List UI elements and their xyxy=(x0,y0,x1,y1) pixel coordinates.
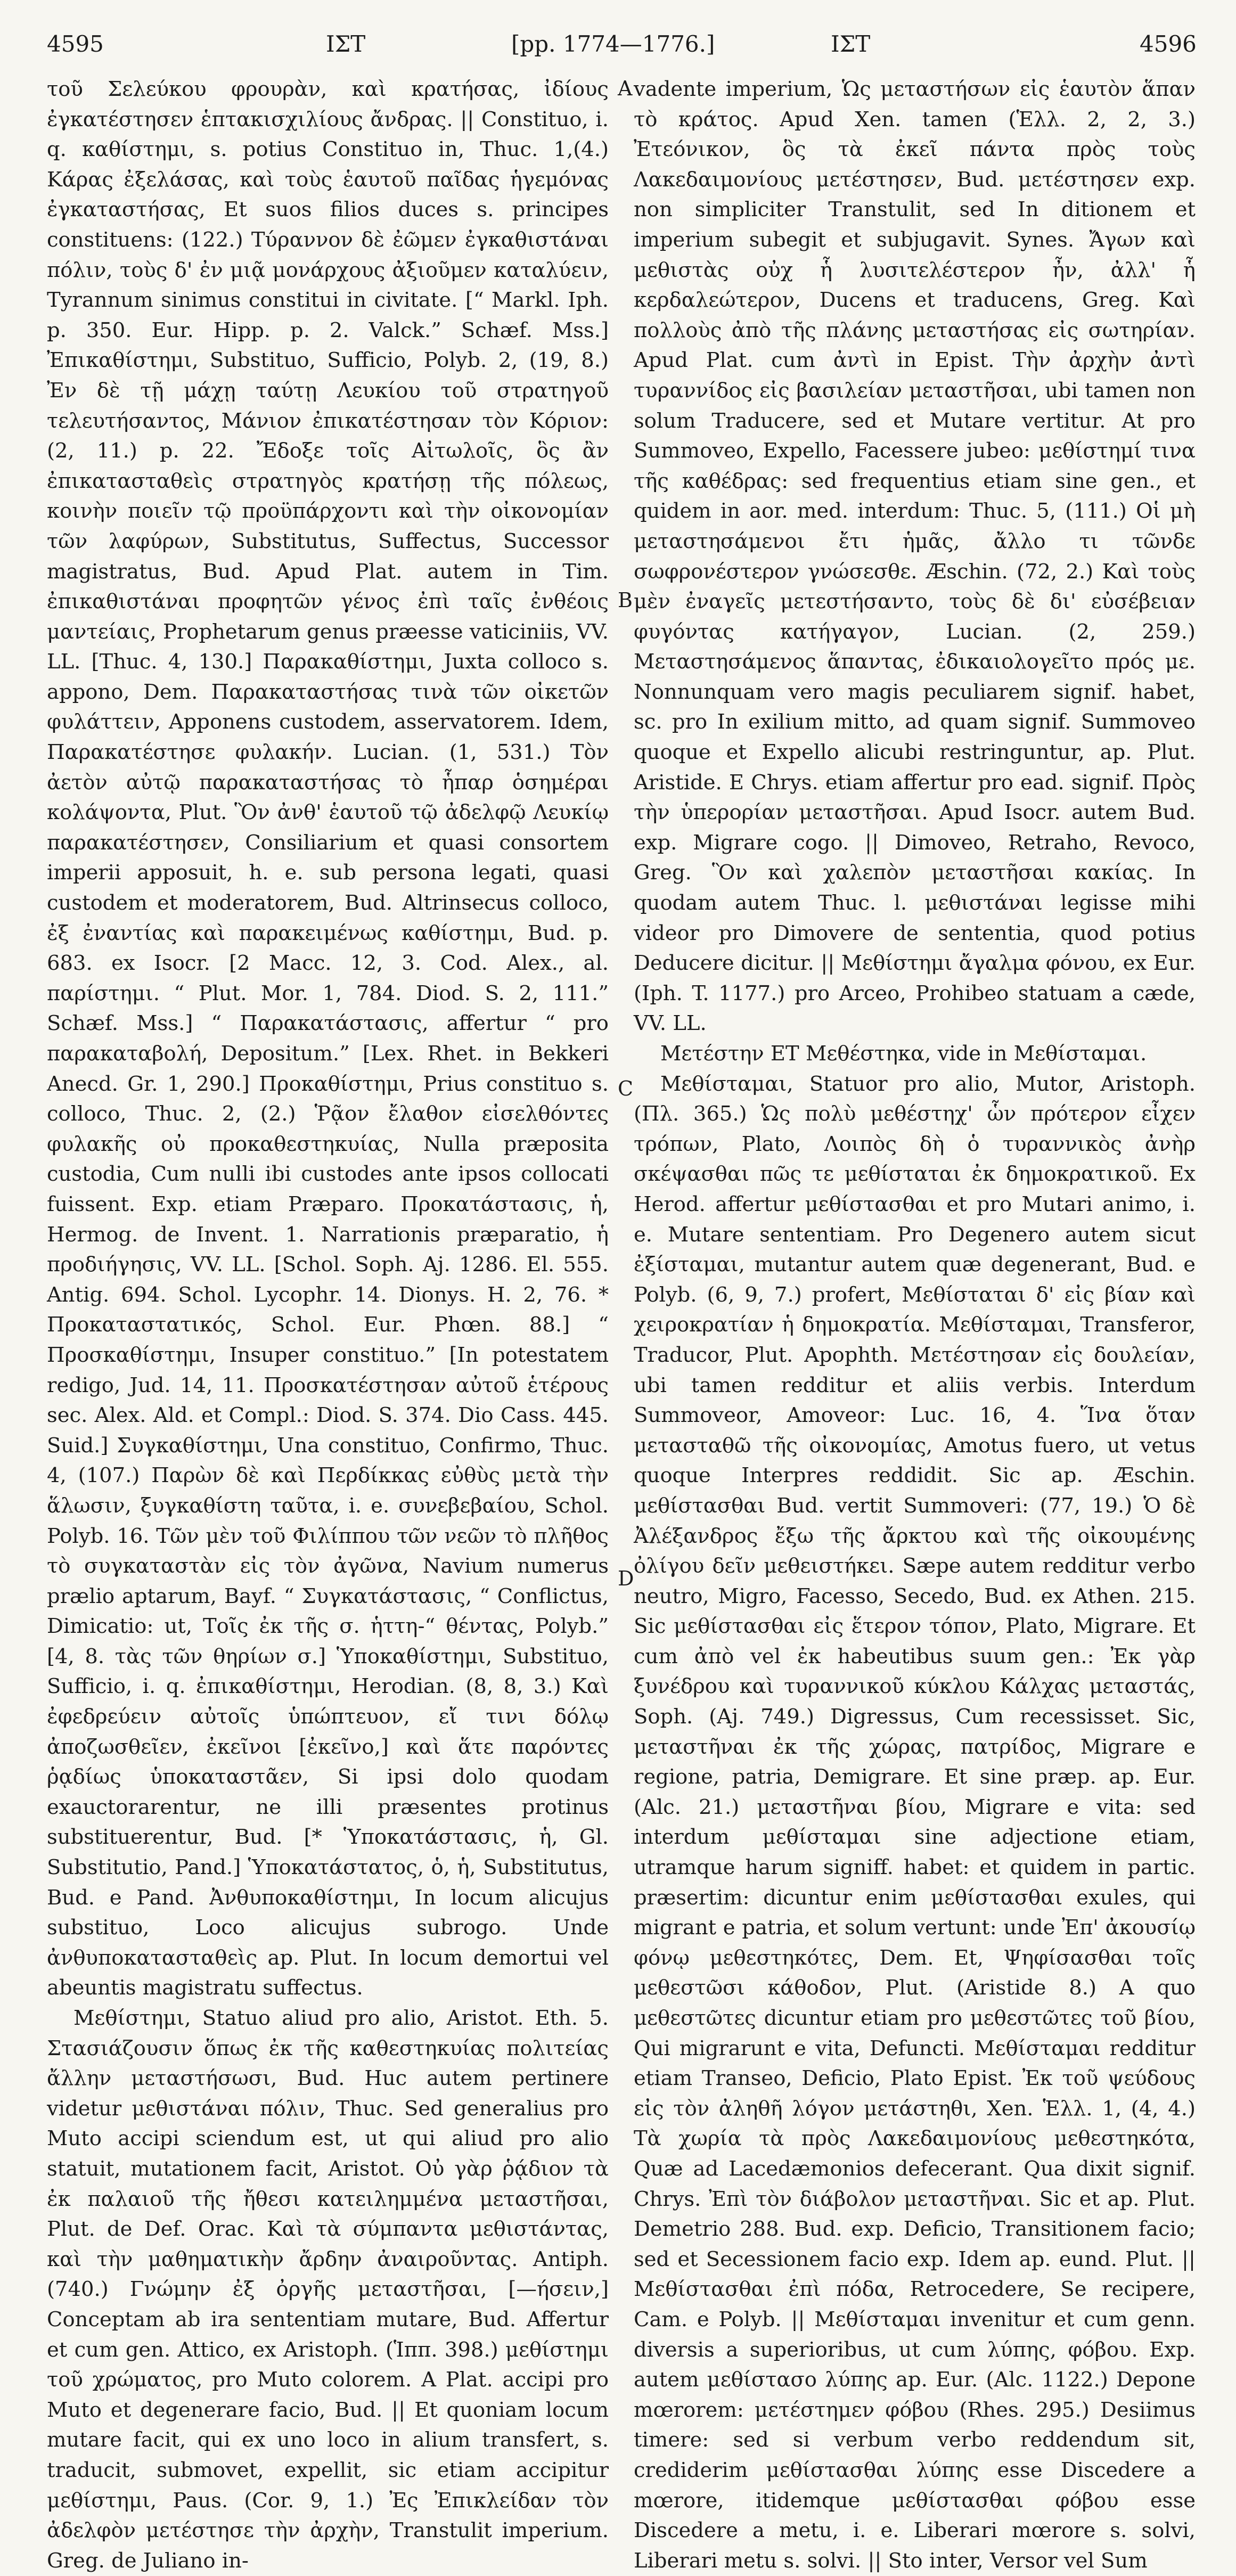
margin-marker-a: A xyxy=(618,77,633,100)
page-header xyxy=(0,31,1236,63)
margin-marker-d: D xyxy=(618,1567,634,1590)
right-headword: ΙΣΤ xyxy=(831,31,871,57)
left-paragraph: τοῦ Σελεύκου φρουρὰν, καὶ κρατήσας, ἰδίους ἐγκατέστησεν ἑπτακισχιλίους ἄνδρας. || Constituo, i. q. καθίστημι, s. potius Constituo in, Thuc. 1,(4.) Κάρας ἐξελάσας, καὶ τοὺς ἑαυτοῦ παῖδας ἡγεμόνας ἐγκαταστήσας, Et suos filios duces s. principes constituens: (122.) Τύραννον δὲ ἐῶμεν ἐγκαθιστάναι πόλιν, τοὺς δ' ἐν μιᾷ μονάρχους ἀξιοῦμεν καταλύειν, Tyrannum sinimus constitui in civitate. [“ Markl. Iph. p. 350. Eur. Hipp. p. 2. Valck.” Schæf. Mss.] Ἐπικαθίστημι, Substituo, Sufficio, Polyb. 2, (19, 8.) Ἐν δὲ τῇ μάχῃ ταύτῃ Λευκίου τοῦ στρατηγοῦ τελευτήσαντος, Μάνιον ἐπικατέστησαν τὸν Κόριον: (2, 11.) p. 22. Ἔδοξε τοῖς Αἰτωλοῖς, ὃς ἂν ἐπικατασταθεὶς στρατηγὸς κρατήσῃ τῆς πόλεως, κοινὴν ποιεῖν τῷ προϋπάρχοντι καὶ τὴν οἰκονομίαν τῶν λαφύρων, Substitutus, Suffectus, Successor magistratus, Bud. Apud Plat. autem in Tim. ἐπικαθιστάναι προφητῶν γένος ἐπὶ ταῖς ἐνθέοις μαντείαις, Prophetarum genus præesse vaticiniis, VV. LL. [Thuc. 4, 130.] Παρακαθίστημι, Juxta colloco s. appono, Dem. Παρακαταστήσας τινὰ τῶν οἰκετῶν φυλάττειν, Apponens custodem, asservatorem. Idem, Παρακατέστησε φυλακήν. Lucian. (1, 531.) Τὸν ἀετὸν αὐτῷ παρακαταστήσας τὸ ἧπαρ ὁσημέραι κολάψοντα, Plut. Ὃν ἀνθ' ἑαυτοῦ τῷ ἀδελφῷ Λευκίῳ παρακατέστησεν, Consiliarium et quasi consortem imperii apposuit, h. e. sub persona legati, quasi custodem et moderatorem, Bud. Altrinsecus colloco, ἐξ ἐναντίας καὶ παρακειμένως καθίστημι, Bud. p. 683. ex Isocr. [2 Macc. 12, 3. Cod. Alex., al. παρίστημι. “ Plut. Mor. 1, 784. Diod. S. 2, 111.” Schæf. Mss.] “ Παρακατάστασις, affertur “ pro παρακαταβολή, Depositum.” [Lex. Rhet. in Bekkeri Anecd. Gr. 1, 290.] Προκαθίστημι, Prius constituo s. colloco, Thuc. 2, (2.) Ῥᾷον ἔλαθον εἰσελθόντες φυλακῆς οὐ προκαθεστηκυίας, Nulla præposita custodia, Cum nulli ibi custodes ante ipsos collocati fuissent. Exp. etiam Præparo. Προκατάστασις, ἡ, Hermog. de Invent. 1. Narrationis præparatio, ἡ προδιήγησις, VV. LL. [Schol. Soph. Aj. 1286. El. 555. Antig. 694. Schol. Lycophr. 14. Dionys. H. 2, 76. * Προκαταστατικός, Schol. Eur. Phœn. 88.] “ Προσκαθίστημι, Insuper constituo.” [In potestatem redigo, Jud. 14, 11. Προσκατέστησαν αὐτοῦ ἑτέρους sec. Alex. Ald. et Compl.: Diod. S. 374. Dio Cass. 445. Suid.] Συγκαθίστημι, Una constituo, Confirmo, Thuc. 4, (107.) Παρὼν δὲ καὶ Περδίκκας εὐθὺς μετὰ τὴν ἅλωσιν, ξυγκαθίστη ταῦτα, i. e. συνεβεβαίου, Schol. Polyb. 16. Τῶν μὲν τοῦ Φιλίππου τῶν νεῶν τὸ πλῆθος τὸ συγκαταστὰν εἰς τὸν ἀγῶνα, Navium numerus prælio aptarum, Bayf. “ Συγκατάστασις, “ Conflictus, Dimicatio: ut, Τοῖς ἐκ τῆς σ. ἡττη-“ θέντας, Polyb.” [4, 8. τὰς τῶν θηρίων σ.] Ὑποκαθίστημι, Substituo, Sufficio, i. q. ἐπικαθίστημι, Herodian. (8, 8, 3.) Καὶ ἐφεδρεύειν αὐτοῖς ὑπώπτευον, εἴ τινι δόλῳ ἀποζωσθεῖεν, ἐκεῖνοι [ἐκεῖνο,] καὶ ἅτε παρόντες ῥᾳδίως ὑποκαταστᾶεν, Si ipsi dolo quodam exauctorarentur, ne illi præsentes protinus substituerentur, Bud. [* Ὑποκατάστασις, ἡ, Gl. Substitutio, Pand.] Ὑποκατάστατος, ὁ, ἡ, Substitutus, Bud. e Pand. Ἀνθυποκαθίστημι, In locum alicujus substituo, Loco alicujus subrogo. Unde ἀνθυποκατασταθεὶς ap. Plut. In locum demortui vel abeuntis magistratu suffectus. xyxy=(47,77,609,2000)
left-column xyxy=(47,75,609,2573)
left-headword: ΙΣΤ xyxy=(326,31,366,57)
right-paragraph: vadente imperium, Ὡς μεταστήσων εἰς ἑαυτὸν ἅπαν τὸ κράτος. Apud Xen. tamen (Ἑλλ. 2, 2, 3.) Ἐτεόνικον, ὃς τὰ ἐκεῖ πάντα πρὸς τοὺς Λακεδαιμονίους μετέστησεν, Bud. μετέστησεν exp. non simpliciter Transtulit, sed In ditionem et imperium subegit et subjugavit. Synes. Ἄγων καὶ μεθιστὰς οὐχ ἧ λυσιτελέστερον ἦν, ἀλλ' ἧ κερδαλεώτερον, Ducens et traducens, Greg. Καὶ πολλοὺς ἀπὸ τῆς πλάνης μεταστήσας εἰς σωτηρίαν. Apud Plat. cum ἀντὶ in Epist. Τὴν ἀρχὴν ἀντὶ τυραννίδος εἰς βασιλείαν μεταστῆσαι, ubi tamen non solum Traducere, sed et Mutare vertitur. At pro Summoveo, Expello, Facessere jubeo: μεθίστημί τινα τῆς καθέδρας: sed frequentius etiam sine gen., et quidem in aor. med. interdum: Thuc. 5, (111.) Οἱ μὴ μεταστησάμενοι ἔτι ἡμᾶς, ἄλλο τι τῶνδε σωφρονέστερον γνώσεσθε. Æschin. (72, 2.) Καὶ τοὺς μὲν ἐναγεῖς μετεστήσαντο, τοὺς δὲ δι' εὐσέβειαν φυγόντας κατήγαγον, Lucian. (2, 259.) Μεταστησάμενος ἅπαντας, ἐδικαιολογεῖτο πρός με. Nonnunquam vero magis peculiarem signif. habet, sc. pro In exilium mitto, ad quam signif. Summoveo quoque et Expello alicubi restringuntur, ap. Plut. Aristide. E Chrys. etiam affertur pro ead. signif. Πρὸς τὴν ὑπερορίαν μεταστῆσαι. Apud Isocr. autem Bud. exp. Migrare cogo. || Dimoveo, Retraho, Revoco, Greg. Ὃν καὶ χαλεπὸν μεταστῆσαι κακίας. In quodam autem Thuc. l. μεθιστάναι legisse mihi videor pro Dimovere de sententia, quod potius Deducere dicitur. || Μεθίστημι ἄγαλμα φόνου, ex Eur. (Iph. T. 1177.) pro Arceo, Prohibeo statuam a cæde, VV. LL. xyxy=(634,77,1196,1036)
right-paragraph: Μετέστην ET Μεθέστηκα, vide in Μεθίσταμαι. xyxy=(660,1042,1147,1066)
right-column xyxy=(634,75,1196,2573)
right-paragraph: Μεθίσταμαι, Statuor pro alio, Mutor, Aristoph. (Πλ. 365.) Ὡς πολὺ μεθέστηχ' ὧν πρότερον εἶχεν τρόπων, Plato, Λοιπὸς δὴ ὁ τυραννικὸς ἀνὴρ σκέψασθαι πῶς τε μεθίσταται ἐκ δημοκρατικοῦ. Ex Herod. affertur μεθίστασθαι et pro Mutari animo, i. e. Mutare sententiam. Pro Degenero autem sicut ἐξίσταμαι, mutantur autem quæ degenerant, Bud. e Polyb. (6, 9, 7.) profert, Μεθίσταται δ' εἰς βίαν καὶ χειροκρατίαν ἡ δημοκρατία. Μεθίσταμαι, Transferor, Traducor, Plut. Apophth. Μετέστησαν εἰς δουλείαν, ubi tamen redditur et aliis verbis. Interdum Summoveor, Amoveor: Luc. 16, 4. Ἵνα ὅταν μετασταθῶ τῆς οἰκονομίας, Amotus fuero, ut vetus quoque Interpres reddidit. Sic ap. Æschin. μεθίστασθαι Bud. vertit Summoveri: (77, 19.) Ὁ δὲ Ἀλέξανδρος ἔξω τῆς ἄρκτου καὶ τῆς οἰκουμένης ὀλίγου δεῖν μεθειστήκει. Sæpe autem redditur verbo neutro, Migro, Facesso, Secedo, Bud. ex Athen. 215. Sic μεθίστασθαι εἰς ἕτερον τόπον, Plato, Migrare. Et cum ἀπὸ vel ἐκ habeutibus suum gen.: Ἐκ γὰρ ξυνέδρου καὶ τυραννικοῦ κύκλου Κάλχας μεταστάς, Soph. (Aj. 749.) Digressus, Cum recessisset. Sic, μεταστῆναι ἐκ τῆς χώρας, πατρίδος, Migrare e regione, patria, Demigrare. Et sine præp. ap. Eur. (Alc. 21.) μεταστῆναι βίου, Migrare e vita: sed interdum μεθίσταμαι sine adjectione etiam, utramque harum signiff. habet: et quidem in partic. præsertim: dicuntur enim μεθίστασθαι exules, qui migrant e patria, et solum vertunt: unde Ἐπ' ἀκουσίῳ φόνῳ μεθεστηκότες, Dem. Et, Ψηφίσασθαι τοῖς μεθεστῶσι κάθοδον, Plut. (Aristide 8.) A quo μεθεστῶτες dicuntur etiam pro μεθεστῶτες τοῦ βίου, Qui migrarunt e vita, Defuncti. Μεθίσταμαι redditur etiam Transeo, Deficio, Plato Epist. Ἐκ τοῦ ψεύδους εἰς τὸν ἀληθῆ λόγον μετάστηθι, Xen. Ἑλλ. 1, (4, 4.) Τὰ χωρία τὰ πρὸς Λακεδαιμονίους μεθεστηκότα, Quæ ad Lacedæmonios defecerant. Qua dixit signif. Chrys. Ἐπὶ τὸν διάβολον μεταστῆναι. Sic et ap. Plut. Demetrio 288. Bud. exp. Deficio, Transitionem facio; sed et Secessionem facio exp. Idem ap. eund. Plut. || Μεθίστασθαι ἐπὶ πόδα, Retrocedere, Se recipere, Cam. e Polyb. || Μεθίσταμαι invenitur et cum genn. diversis a superioribus, ut cum λύπης, φόβου. Exp. autem μεθίστασο λύπης ap. Eur. (Alc. 1122.) Depone mœrorem: μετέστημεν φόβου (Rhes. 295.) Desiimus timere: sed si verbum verbo reddendum sit, crediderim μεθίστασθαι λύπης esse Discedere a mœrore, itidemque μεθίστασθαι φόβου esse Discedere a metu, i. e. Liberari mœrore s. solvi, Liberari metu s. solvi. || Sto inter, Versor vel Sum xyxy=(634,1072,1196,2573)
left-page-number: 4595 xyxy=(47,31,104,57)
left-paragraph: Μεθίστημι, Statuo aliud pro alio, Aristot. Eth. 5. Στασιάζουσιν ὅπως ἐκ τῆς καθεστηκυίας πολιτείας ἄλλην μεταστήσωσι, Bud. Huc autem pertinere videtur μεθιστάναι πόλιν, Thuc. Sed generalius pro Muto accipi sciendum est, ut qui aliud pro alio statuit, mutationem facit, Aristot. Οὐ γὰρ ῥᾴδιον τὰ ἐκ παλαιοῦ τῆς ἤθεσι κατειλημμένα μεταστῆσαι, Plut. de Def. Orac. Καὶ τὰ σύμπαντα μεθιστάντας, καὶ τὴν μαθηματικὴν ἄρδην ἀναιροῦντας. Antiph. (740.) Γνώμην ἐξ ὀργῆς μεταστῆσαι, [—ήσειν,] Conceptam ab ira sententiam mutare, Bud. Affertur et cum gen. Attico, ex Aristoph. (Ἱππ. 398.) μεθίστημι τοῦ χρώματος, pro Muto colorem. A Plat. accipi pro Muto et degenerare facio, Bud. || Et quoniam locum mutare facit, qui ex uno loco in alium transfert, s. traducit, submovet, expellit, sic etiam accipitur μεθίστημι, Paus. (Cor. 9, 1.) Ἐς Ἐπικλείδαν τὸν ἀδελφὸν μετέστησε τὴν ἀρχὴν, Transtulit imperium. Greg. de Juliano in- xyxy=(47,2006,609,2573)
right-page-number: 4596 xyxy=(1140,31,1197,57)
margin-marker-b: B xyxy=(618,588,633,612)
page-range: [pp. 1774—1776.] xyxy=(511,31,715,57)
margin-marker-c: C xyxy=(618,1077,634,1100)
